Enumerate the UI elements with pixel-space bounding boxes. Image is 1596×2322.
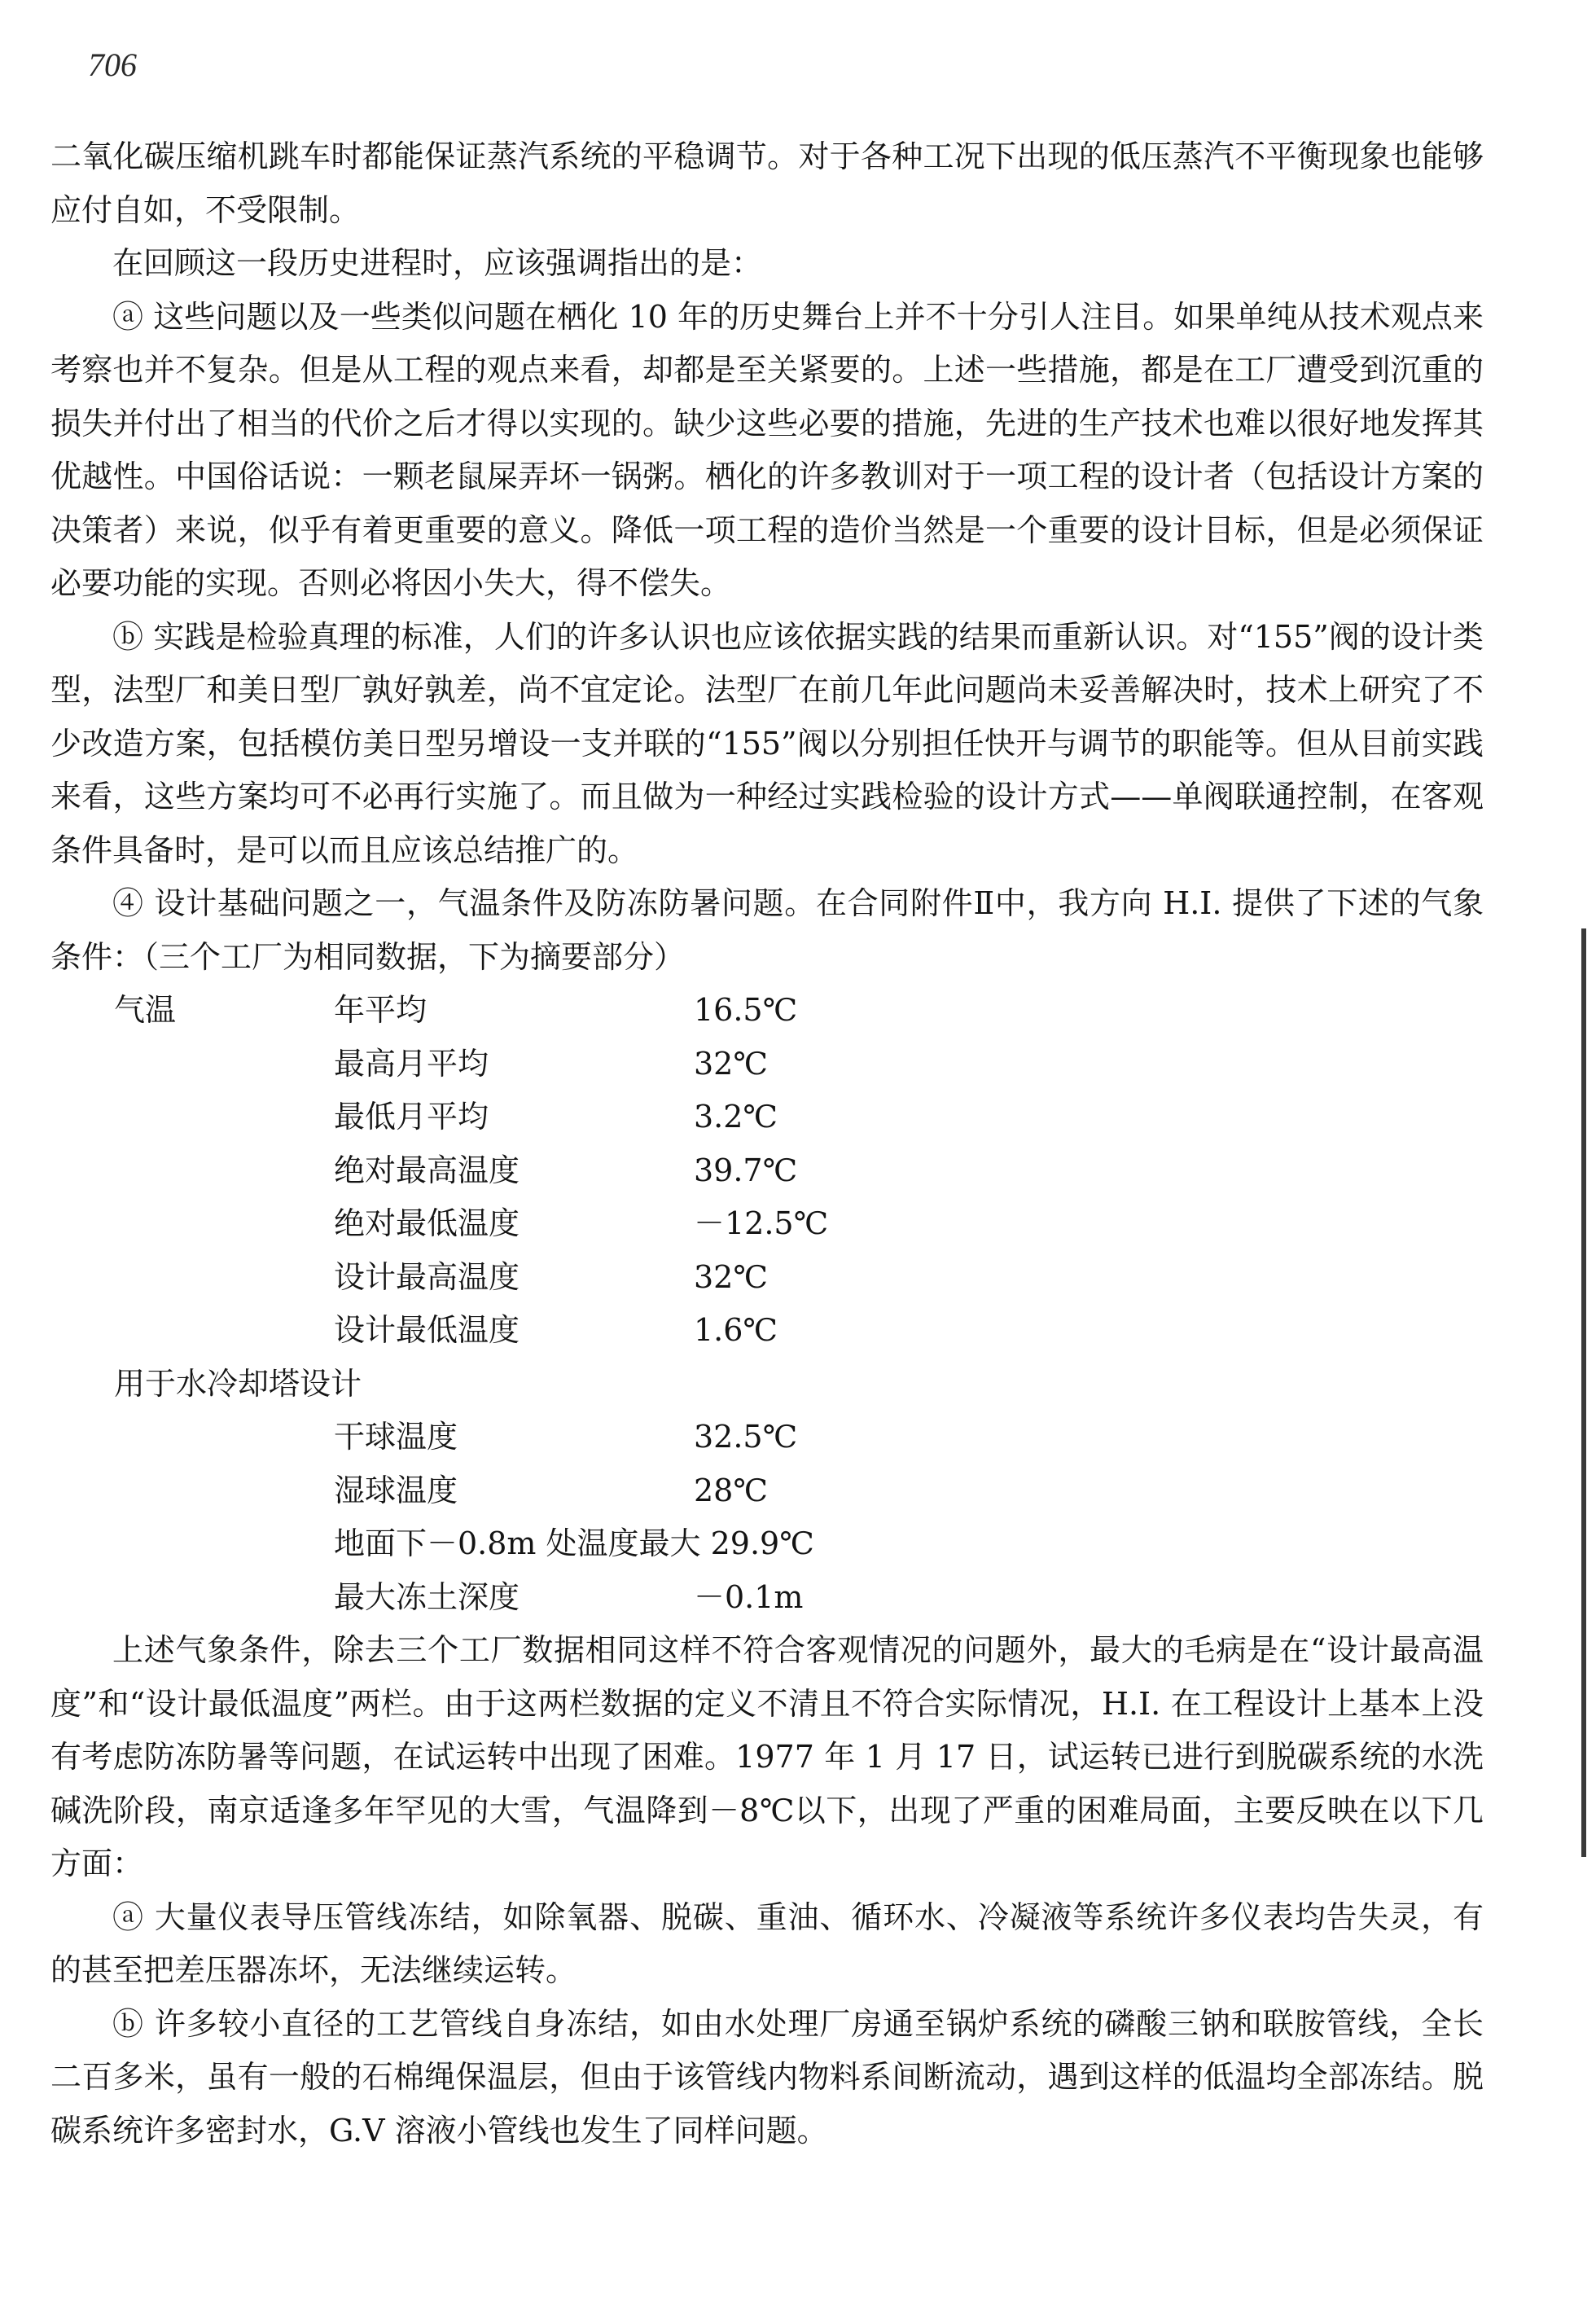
climate-row-label: 最高月平均 — [334, 1045, 489, 1082]
margin-scan-bar — [1581, 928, 1586, 1857]
climate-row — [50, 1144, 1484, 1198]
climate-row — [50, 1517, 1484, 1571]
climate-row-label: 设计最低温度 — [334, 1312, 520, 1348]
climate-row — [50, 1038, 1484, 1091]
paragraph: 在回顾这一段历史进程时，应该强调指出的是： — [112, 245, 763, 281]
climate-row-value: 1.6℃ — [694, 1312, 778, 1348]
climate-row-label: 绝对最高温度 — [334, 1152, 520, 1188]
climate-row-value: 28℃ — [694, 1472, 768, 1508]
climate-row-value: 16.5℃ — [694, 992, 798, 1028]
climate-row-label: 干球温度 — [334, 1419, 458, 1455]
paragraph: ⓑ 许多较小直径的工艺管线自身冻结，如由水处理厂房通至锅炉系统的磷酸三钠和联胺管线，全长二百多米，虽有一般的石棉绳保温层，但由于该管线内物料系间断流动，遇到这样的低温均全部冻结。脱碳系统许多密封水，G.V 溶液小管线也发生了同样问题。 — [50, 2005, 1484, 2149]
climate-row — [50, 1304, 1484, 1358]
climate-row — [50, 1197, 1484, 1251]
climate-row-label: 年平均 — [334, 992, 428, 1028]
climate-row-value: 32℃ — [694, 1258, 768, 1295]
climate-row-label: 绝对最低温度 — [334, 1205, 520, 1241]
paragraph: ④ 设计基础问题之一，气温条件及防冻防暑问题。在合同附件Ⅱ中，我方向 H.I. 提供了下述的气象条件：（三个工厂为相同数据，下为摘要部分） — [50, 885, 1484, 975]
climate-row — [50, 984, 1484, 1038]
climate-row-value: －0.1m — [694, 1578, 804, 1615]
temperature-category-label: 气温 — [114, 992, 177, 1028]
paragraph: 二氧化碳压缩机跳车时都能保证蒸汽系统的平稳调节。对于各种工况下出现的低压蒸汽不平衡现象也能够应付自如，不受限制。 — [50, 138, 1484, 228]
paragraph: ⓐ 大量仪表导压管线冻结，如除氧器、脱碳、重油、循环水、冷凝液等系统许多仪表均告失灵，有的甚至把差压器冻坏，无法继续运转。 — [50, 1898, 1484, 1988]
climate-row — [50, 1464, 1484, 1518]
climate-row-value: 32.5℃ — [694, 1419, 798, 1455]
climate-row — [50, 1091, 1484, 1144]
climate-row — [50, 1251, 1484, 1305]
document-body — [50, 130, 1484, 2157]
climate-row-label: 最低月平均 — [334, 1099, 489, 1135]
cooling-tower-heading: 用于水冷却塔设计 — [114, 1365, 362, 1402]
climate-row — [50, 1411, 1484, 1464]
paragraph: ⓐ 这些问题以及一些类似问题在栖化 10 年的历史舞台上并不十分引人注目。如果单纯从技术观点来考察也并不复杂。但是从工程的观点来看，却都是至关紧要的。上述一些措施，都是在工厂遭受到沉重的损失并付出了相当的代价之后才得以实现的。缺少这些必要的措施，先进的生产技术也难以很好地发挥其优越性。中国俗话说：一颗老鼠屎弄坏一锅粥。栖化的许多教训对于一项工程的设计者（包括设计方案的决策者）来说，似乎有着更重要的意义。降低一项工程的造价当然是一个重要的设计目标，但是必须保证必要功能的实现。否则必将因小失大，得不偿失。 — [50, 298, 1484, 601]
paragraph: ⓑ 实践是检验真理的标准，人们的许多认识也应该依据实践的结果而重新认识。对“155”阀的设计类型，法型厂和美日型厂孰好孰差，尚不宜定论。法型厂在前几年此问题尚未妥善解决时，技术上研究了不少改造方案，包括模仿美日型另增设一支并联的“155”阀以分别担任快开与调节的职能等。但从目前实践来看，这些方案均可不必再行实施了。而且做为一种经过实践检验的设计方式——单阀联通控制，在客观条件具备时，是可以而且应该总结推广的。 — [50, 618, 1484, 868]
ground-temperature-line: 地面下－0.8m 处温度最大 29.9℃ — [334, 1525, 814, 1561]
climate-row-value: 39.7℃ — [694, 1152, 798, 1188]
climate-data-table — [50, 984, 1484, 1624]
page-number: 706 — [88, 46, 137, 83]
climate-row-label: 湿球温度 — [334, 1472, 458, 1508]
climate-row — [50, 1358, 1484, 1411]
paragraph: 上述气象条件，除去三个工厂数据相同这样不符合客观情况的问题外，最大的毛病是在“设计最高温度”和“设计最低温度”两栏。由于这两栏数据的定义不清且不符合实际情况，H.I. 在工程设计上基本上没有考虑防冻防暑等问题，在试运转中出现了困难。1977 年 1 月 17 日，试运转已进行到脱碳系统的水洗碱洗阶段，南京适逢多年罕见的大雪，气温降到－8℃以下，出现了严重的困难局面，主要反映在以下几方面： — [50, 1632, 1484, 1881]
climate-row-value: －12.5℃ — [694, 1205, 829, 1241]
climate-row-label: 设计最高温度 — [334, 1258, 520, 1295]
climate-row-value: 32℃ — [694, 1045, 768, 1082]
climate-row-label: 最大冻土深度 — [334, 1578, 520, 1615]
climate-row-value: 3.2℃ — [694, 1099, 778, 1135]
climate-row — [50, 1571, 1484, 1625]
